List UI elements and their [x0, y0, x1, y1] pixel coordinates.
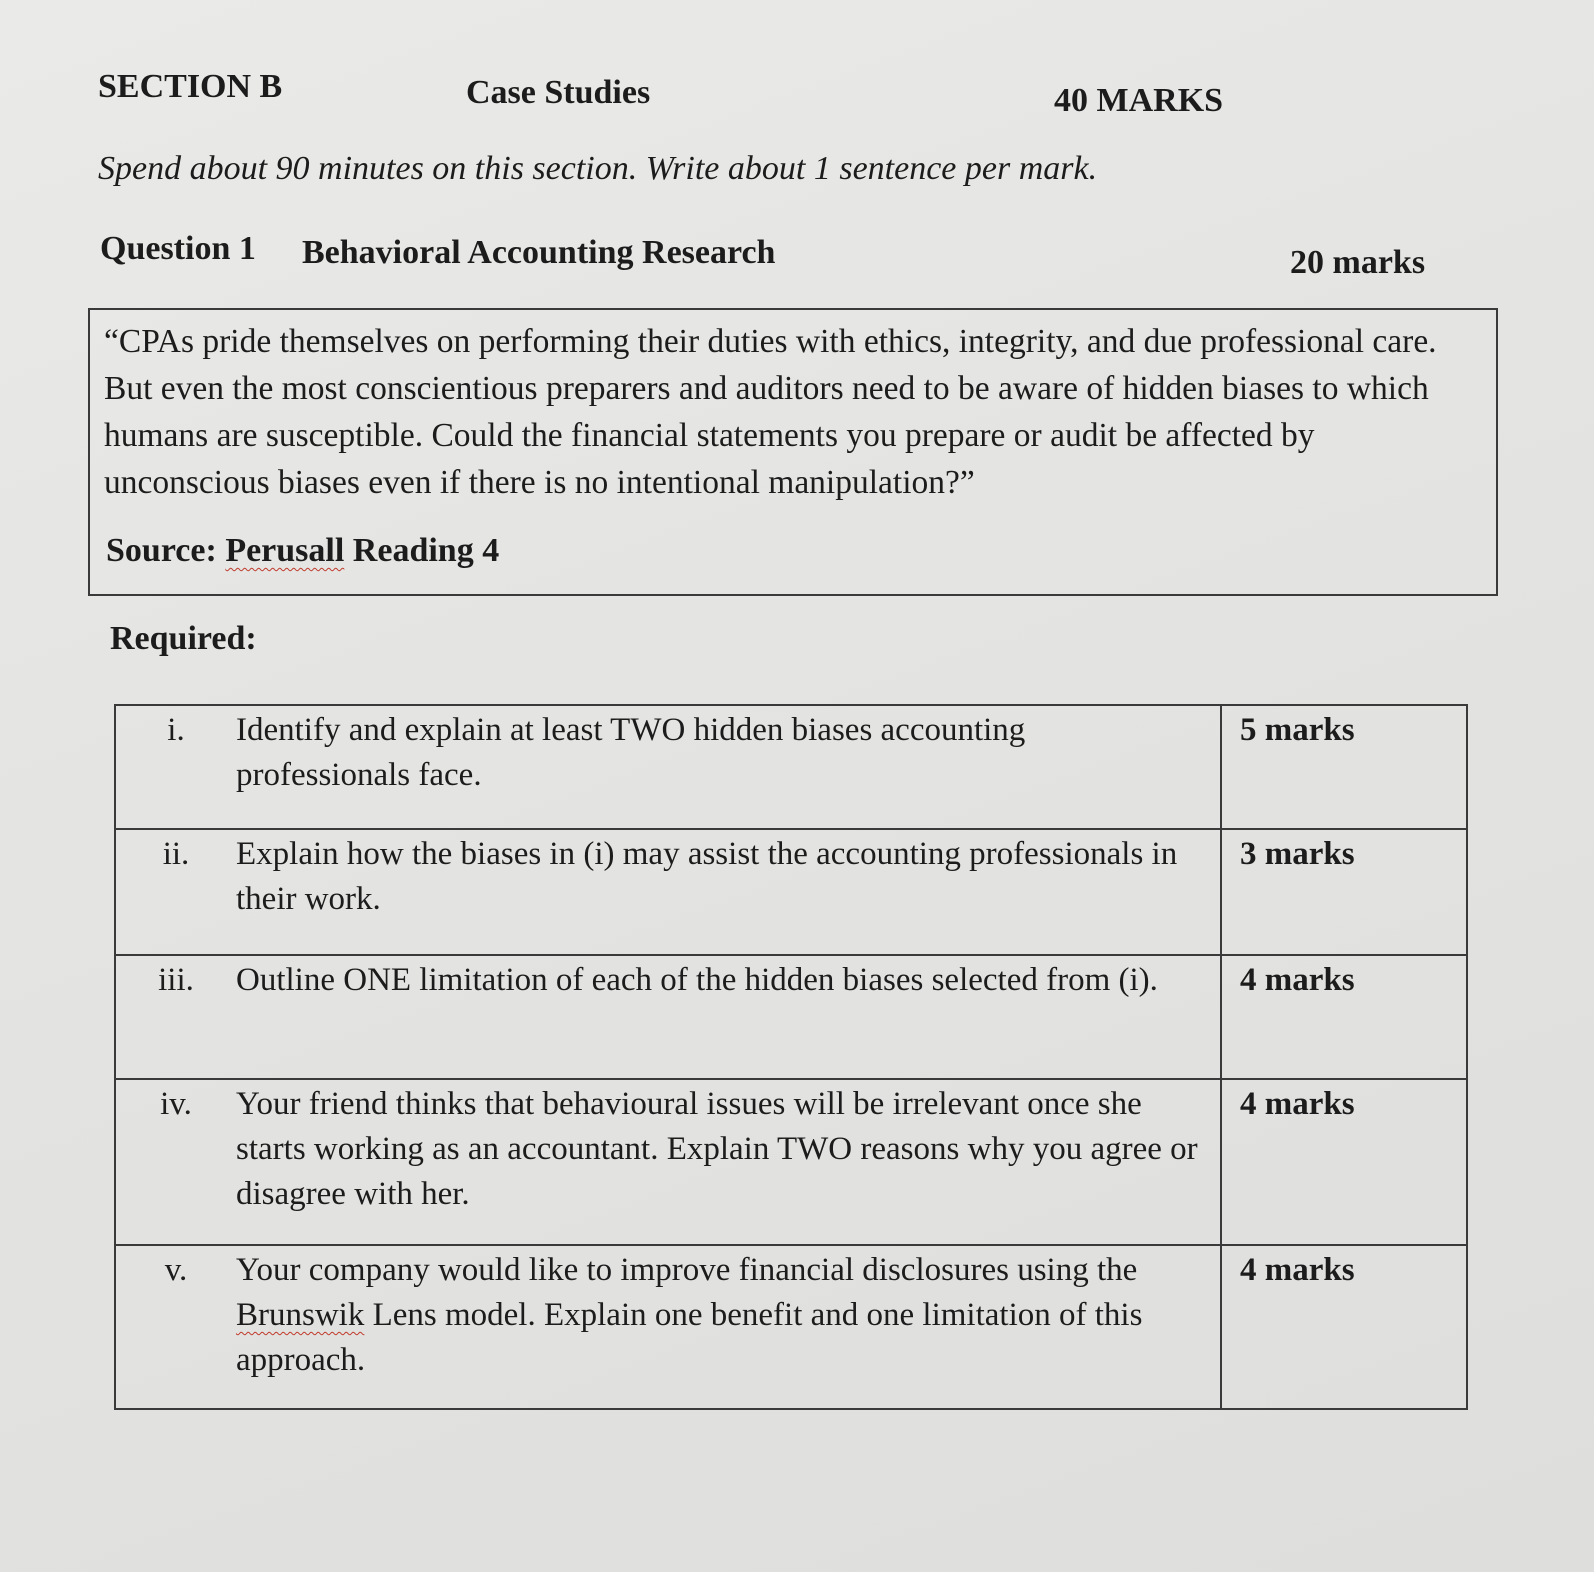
- table-row: [115, 1079, 1467, 1245]
- task-number-cell: [115, 1079, 236, 1245]
- section-label: SECTION B: [98, 68, 283, 105]
- question-marks: 20 marks: [1290, 244, 1426, 281]
- task-number: iii.: [158, 962, 194, 998]
- table-row: [115, 955, 1467, 1079]
- question-label: Question 1: [100, 230, 256, 267]
- task-number-cell: [115, 1245, 236, 1409]
- source-name: Perusall: [225, 532, 345, 569]
- source-label: Source:: [106, 532, 217, 569]
- task-number-cell: [115, 829, 236, 955]
- instruction-text: Spend about 90 minutes on this section. Write about 1 sentence per mark.: [98, 150, 1098, 187]
- task-text: Explain how the biases in (i) may assist the accounting professionals in their work.: [236, 829, 1221, 955]
- section-title: Case Studies: [466, 74, 651, 111]
- quote-box: [88, 308, 1498, 596]
- source-rest: Reading 4: [352, 532, 500, 569]
- required-label: Required:: [110, 620, 257, 657]
- task-number-cell: [115, 705, 236, 829]
- quote-text: “CPAs pride themselves on performing their duties with ethics, integrity, and due professional care. But even the most conscientious preparers and auditors need to be aware of hidden biases to which humans are susceptible. Could the financial statements you prepare or audit be affected by unconscious biases even if there is no intentional manipulation?”: [104, 323, 1437, 501]
- task-number: iv.: [160, 1086, 192, 1122]
- task-marks: 3 marks: [1221, 829, 1467, 955]
- task-number: i.: [167, 712, 185, 748]
- section-total-marks: 40 MARKS: [1054, 82, 1224, 119]
- task-marks: 5 marks: [1221, 705, 1467, 829]
- tasks-table: [114, 704, 1468, 1410]
- task-text: Your friend thinks that behavioural issues will be irrelevant once she starts working as an accountant. Explain TWO reasons why you agree or disagree with her.: [236, 1079, 1221, 1245]
- task-text-brand: Brunswik: [236, 1297, 365, 1333]
- task-marks: 4 marks: [1221, 1245, 1467, 1409]
- task-text: [236, 1245, 1221, 1409]
- table-row: [115, 829, 1467, 955]
- task-marks: 4 marks: [1221, 1079, 1467, 1245]
- task-text-start: Your company would like to improve financial disclosures using the: [236, 1252, 1138, 1288]
- task-marks: 4 marks: [1221, 955, 1467, 1079]
- task-number-cell: [115, 955, 236, 1079]
- task-text: Outline ONE limitation of each of the hidden biases selected from (i).: [236, 955, 1221, 1079]
- table-row: [115, 1245, 1467, 1409]
- task-text: Identify and explain at least TWO hidden biases accounting professionals face.: [236, 705, 1221, 829]
- question-title: Behavioral Accounting Research: [302, 234, 776, 271]
- table-row: [115, 705, 1467, 829]
- task-text-rest: Lens model. Explain one benefit and one limitation of this approach.: [236, 1297, 1143, 1378]
- task-number: v.: [164, 1252, 188, 1288]
- source-line: [106, 532, 499, 570]
- task-number: ii.: [162, 836, 190, 872]
